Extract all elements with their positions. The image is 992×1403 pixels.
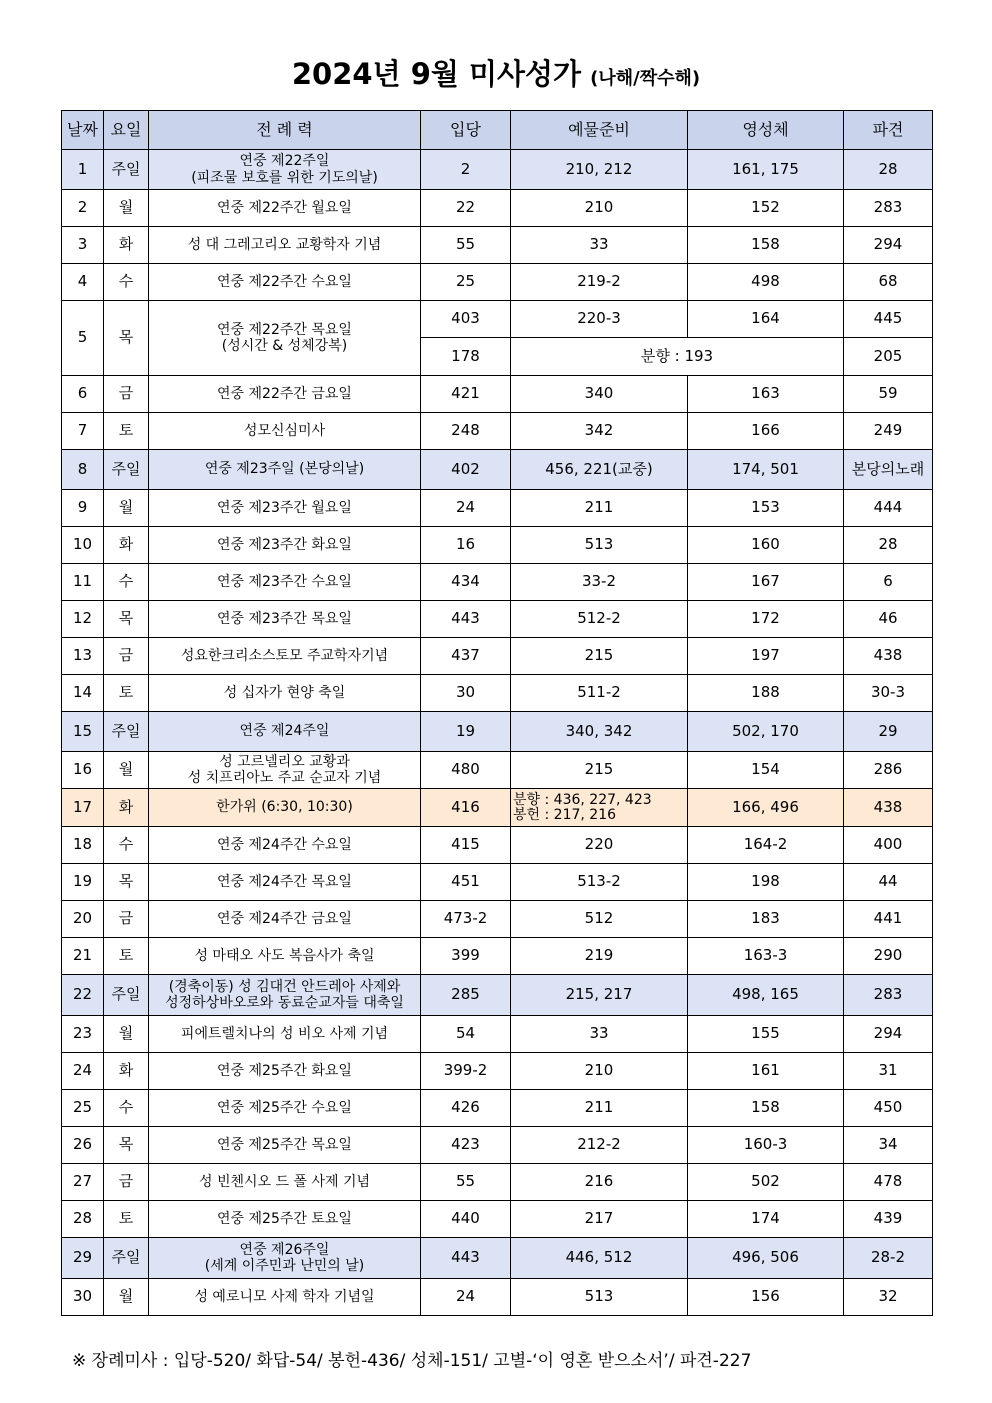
- dismissal-cell: 400: [844, 827, 933, 864]
- date-cell: 13: [62, 638, 104, 675]
- day-cell: 금: [104, 901, 149, 938]
- liturgy-line: 성 마태오 사도 복음사가 축일: [194, 947, 375, 964]
- communion-cell: 172: [688, 601, 844, 638]
- entrance-cell: 437: [421, 638, 511, 675]
- entrance-cell: 22: [421, 190, 511, 227]
- offertory-cell: 216: [511, 1164, 688, 1201]
- table-body: [62, 150, 933, 1316]
- liturgy-line: 연중 제25주간 수요일: [217, 1099, 352, 1116]
- liturgy-cell: [149, 1279, 421, 1316]
- liturgy-line: 연중 제22주간 목요일: [217, 321, 352, 338]
- entrance-cell: 2: [421, 150, 511, 190]
- table-row: [62, 938, 933, 975]
- date-cell: 12: [62, 601, 104, 638]
- table-row: [62, 450, 933, 490]
- offertory-line-2: 봉헌 : 217, 216: [513, 806, 617, 823]
- liturgy-line: 연중 제23주간 수요일: [217, 573, 352, 590]
- liturgy-line: 성모신심미사: [243, 422, 326, 439]
- liturgy-line: 연중 제22주간 금요일: [217, 385, 352, 402]
- liturgy-line: 연중 제23주간 월요일: [217, 499, 352, 516]
- liturgy-line: 연중 제22주간 월요일: [217, 199, 352, 216]
- date-cell: 8: [62, 450, 104, 490]
- entrance-cell: 55: [421, 227, 511, 264]
- liturgy-cell: [149, 975, 421, 1016]
- title-main: 2024년 9월 미사성가: [291, 57, 582, 91]
- entrance-cell: 399: [421, 938, 511, 975]
- liturgy-cell: [149, 1164, 421, 1201]
- dismissal-cell: 286: [844, 752, 933, 789]
- dismissal-cell: 28: [844, 527, 933, 564]
- table-row: [62, 564, 933, 601]
- offertory-cell: 220: [511, 827, 688, 864]
- liturgy-line-2: 성정하상바오로와 동료순교자들 대축일: [165, 995, 404, 1011]
- table-row: [62, 527, 933, 564]
- communion-cell: 163: [688, 376, 844, 413]
- date-cell: 20: [62, 901, 104, 938]
- dismissal-cell: 294: [844, 1016, 933, 1053]
- day-cell: 목: [104, 864, 149, 901]
- table-row: [62, 675, 933, 712]
- liturgy-cell: [149, 601, 421, 638]
- liturgy-line: 연중 제24주간 금요일: [217, 910, 352, 927]
- entrance-cell: 443: [421, 1238, 511, 1279]
- dismissal-cell: 450: [844, 1090, 933, 1127]
- offertory-cell: 33: [511, 227, 688, 264]
- date-cell: 28: [62, 1201, 104, 1238]
- entrance-cell: 30: [421, 675, 511, 712]
- communion-cell: 154: [688, 752, 844, 789]
- dismissal-cell: 31: [844, 1053, 933, 1090]
- entrance-cell: 416: [421, 789, 511, 827]
- communion-cell: 160: [688, 527, 844, 564]
- date-cell: 21: [62, 938, 104, 975]
- table-row: [62, 376, 933, 413]
- dismissal-cell: 28: [844, 150, 933, 190]
- offertory-cell: 513: [511, 1279, 688, 1316]
- day-cell: 토: [104, 938, 149, 975]
- dismissal-cell: 28-2: [844, 1238, 933, 1279]
- dismissal-cell: 29: [844, 712, 933, 752]
- liturgy-cell: [149, 150, 421, 190]
- communion-cell: 188: [688, 675, 844, 712]
- liturgy-cell: [149, 450, 421, 490]
- date-cell: 18: [62, 827, 104, 864]
- dismissal-cell: 46: [844, 601, 933, 638]
- day-cell: 주일: [104, 975, 149, 1016]
- day-cell: 화: [104, 1053, 149, 1090]
- dismissal-cell: 본당의노래: [844, 450, 933, 490]
- entrance-cell: 285: [421, 975, 511, 1016]
- communion-cell: 174, 501: [688, 450, 844, 490]
- communion-cell: 158: [688, 1090, 844, 1127]
- mass-hymn-table: [61, 110, 933, 1316]
- entrance-cell: 421: [421, 376, 511, 413]
- dismissal-cell: 205: [844, 338, 933, 376]
- table-row: [62, 752, 933, 789]
- table-row: [62, 1090, 933, 1127]
- table-row: [62, 1016, 933, 1053]
- offertory-cell: 219-2: [511, 264, 688, 301]
- dismissal-cell: 290: [844, 938, 933, 975]
- liturgy-line: 성 고르넬리오 교황과: [219, 753, 350, 770]
- day-cell: 토: [104, 1201, 149, 1238]
- table-row: [62, 638, 933, 675]
- offertory-cell: 33: [511, 1016, 688, 1053]
- communion-cell: 174: [688, 1201, 844, 1238]
- table-row: [62, 975, 933, 1016]
- liturgy-line-2: (피조물 보호를 위한 기도의날): [191, 169, 378, 186]
- communion-cell: 163-3: [688, 938, 844, 975]
- liturgy-cell: [149, 1238, 421, 1279]
- liturgy-line: 연중 제23주간 목요일: [217, 610, 352, 627]
- date-cell: 5: [62, 301, 104, 376]
- day-cell: 목: [104, 1127, 149, 1164]
- header-liturgy: 전 례 력: [149, 111, 421, 150]
- table-row: [62, 901, 933, 938]
- communion-cell: 498, 165: [688, 975, 844, 1016]
- entrance-cell: 403: [421, 301, 511, 338]
- table-row: [62, 827, 933, 864]
- communion-cell: 161, 175: [688, 150, 844, 190]
- offertory-cell: 513: [511, 527, 688, 564]
- day-cell: 월: [104, 1279, 149, 1316]
- entrance-cell: 178: [421, 338, 511, 376]
- dismissal-cell: 441: [844, 901, 933, 938]
- date-cell: 24: [62, 1053, 104, 1090]
- liturgy-cell: [149, 1016, 421, 1053]
- liturgy-cell: [149, 376, 421, 413]
- offertory-cell: 210: [511, 190, 688, 227]
- entrance-cell: 399-2: [421, 1053, 511, 1090]
- communion-cell: 153: [688, 490, 844, 527]
- entrance-cell: 16: [421, 527, 511, 564]
- liturgy-cell: [149, 1201, 421, 1238]
- date-cell: 1: [62, 150, 104, 190]
- entrance-cell: 426: [421, 1090, 511, 1127]
- day-cell: 목: [104, 601, 149, 638]
- liturgy-cell: [149, 1127, 421, 1164]
- dismissal-cell: 283: [844, 190, 933, 227]
- day-cell: 토: [104, 413, 149, 450]
- dismissal-cell: 438: [844, 638, 933, 675]
- liturgy-line: 연중 제23주간 화요일: [217, 536, 352, 553]
- date-cell: 9: [62, 490, 104, 527]
- dismissal-cell: 30-3: [844, 675, 933, 712]
- table-row: [62, 789, 933, 827]
- day-cell: 월: [104, 752, 149, 789]
- day-cell: 주일: [104, 712, 149, 752]
- table-row: [62, 150, 933, 190]
- date-cell: 25: [62, 1090, 104, 1127]
- liturgy-cell: [149, 675, 421, 712]
- table-row: [62, 1127, 933, 1164]
- offertory-cell: 340: [511, 376, 688, 413]
- dismissal-cell: 32: [844, 1279, 933, 1316]
- liturgy-line: 연중 제25주간 화요일: [217, 1062, 352, 1079]
- date-cell: 29: [62, 1238, 104, 1279]
- liturgy-line: (경축이동) 성 김대건 안드레아 사제와: [168, 978, 401, 995]
- communion-cell: 498: [688, 264, 844, 301]
- liturgy-cell: [149, 827, 421, 864]
- entrance-cell: 54: [421, 1016, 511, 1053]
- liturgy-line: 성 십자가 현양 축일: [223, 684, 346, 701]
- communion-cell: 164-2: [688, 827, 844, 864]
- liturgy-line-2: 성 치프리아노 주교 순교자 기념: [187, 770, 382, 786]
- table-row: [62, 864, 933, 901]
- liturgy-line: 한가위 (6:30, 10:30): [216, 799, 353, 816]
- liturgy-cell: [149, 901, 421, 938]
- offertory-cell: 210, 212: [511, 150, 688, 190]
- day-cell: 금: [104, 1164, 149, 1201]
- liturgy-line-2: (세계 이주민과 난민의 날): [204, 1258, 365, 1274]
- dismissal-cell: 444: [844, 490, 933, 527]
- offertory-cell: 211: [511, 1090, 688, 1127]
- communion-cell: 155: [688, 1016, 844, 1053]
- entrance-cell: 443: [421, 601, 511, 638]
- date-cell: 14: [62, 675, 104, 712]
- liturgy-line: 성 빈첸시오 드 폴 사제 기념: [198, 1173, 370, 1190]
- liturgy-cell: [149, 190, 421, 227]
- table-row: [62, 1053, 933, 1090]
- entrance-cell: 25: [421, 264, 511, 301]
- communion-cell: 160-3: [688, 1127, 844, 1164]
- liturgy-cell: [149, 1053, 421, 1090]
- day-cell: 목: [104, 301, 149, 376]
- day-cell: 화: [104, 227, 149, 264]
- table-row: [62, 1279, 933, 1316]
- liturgy-line: 피에트렐치나의 성 비오 사제 기념: [180, 1025, 389, 1042]
- date-cell: 2: [62, 190, 104, 227]
- communion-cell: 158: [688, 227, 844, 264]
- date-cell: 3: [62, 227, 104, 264]
- offertory-cell: [511, 789, 688, 827]
- entrance-cell: 402: [421, 450, 511, 490]
- title-subtitle: (나해/짝수해): [590, 68, 701, 89]
- table-row: [62, 227, 933, 264]
- date-cell: 19: [62, 864, 104, 901]
- offertory-cell: 456, 221(교중): [511, 450, 688, 490]
- dismissal-cell: 438: [844, 789, 933, 827]
- offertory-cell: 33-2: [511, 564, 688, 601]
- table-row: [62, 301, 933, 338]
- header-day: 요일: [104, 111, 149, 150]
- communion-cell: 502: [688, 1164, 844, 1201]
- communion-cell: 183: [688, 901, 844, 938]
- table-row: [62, 601, 933, 638]
- date-cell: 27: [62, 1164, 104, 1201]
- offertory-cell: 219: [511, 938, 688, 975]
- dismissal-cell: 294: [844, 227, 933, 264]
- entrance-cell: 19: [421, 712, 511, 752]
- funeral-mass-note: ※ 장례미사 : 입당-520/ 화답-54/ 봉헌-436/ 성체-151/ 고별-‘이 영혼 받으소서’/ 파견-227: [72, 1351, 752, 1371]
- offertory-cell: 446, 512: [511, 1238, 688, 1279]
- communion-cell: 496, 506: [688, 1238, 844, 1279]
- entrance-cell: 55: [421, 1164, 511, 1201]
- day-cell: 주일: [104, 150, 149, 190]
- communion-cell: 161: [688, 1053, 844, 1090]
- liturgy-line: 연중 제24주일: [239, 723, 330, 740]
- communion-cell: 197: [688, 638, 844, 675]
- offertory-line: 분향 : 436, 227, 423: [513, 791, 652, 808]
- offertory-cell: 220-3: [511, 301, 688, 338]
- date-cell: 6: [62, 376, 104, 413]
- date-cell: 17: [62, 789, 104, 827]
- day-cell: 수: [104, 564, 149, 601]
- page-title: [0, 52, 992, 93]
- incense-cell: 분향 : 193: [511, 338, 844, 376]
- date-cell: 30: [62, 1279, 104, 1316]
- liturgy-cell: [149, 752, 421, 789]
- day-cell: 월: [104, 1016, 149, 1053]
- date-cell: 23: [62, 1016, 104, 1053]
- liturgy-cell: [149, 264, 421, 301]
- table-header-row: [62, 111, 933, 150]
- day-cell: 수: [104, 264, 149, 301]
- dismissal-cell: 439: [844, 1201, 933, 1238]
- liturgy-cell: [149, 490, 421, 527]
- table-row: [62, 712, 933, 752]
- liturgy-cell: [149, 712, 421, 752]
- liturgy-cell: [149, 413, 421, 450]
- communion-cell: 156: [688, 1279, 844, 1316]
- liturgy-line: 성요한크리소스토모 주교학자기념: [180, 647, 389, 664]
- entrance-cell: 440: [421, 1201, 511, 1238]
- liturgy-cell: [149, 789, 421, 827]
- table-row: [62, 490, 933, 527]
- dismissal-cell: 283: [844, 975, 933, 1016]
- date-cell: 16: [62, 752, 104, 789]
- entrance-cell: 473-2: [421, 901, 511, 938]
- day-cell: 주일: [104, 450, 149, 490]
- communion-cell: 152: [688, 190, 844, 227]
- communion-cell: 166, 496: [688, 789, 844, 827]
- day-cell: 금: [104, 638, 149, 675]
- date-cell: 15: [62, 712, 104, 752]
- day-cell: 수: [104, 827, 149, 864]
- date-cell: 11: [62, 564, 104, 601]
- date-cell: 4: [62, 264, 104, 301]
- dismissal-cell: 249: [844, 413, 933, 450]
- liturgy-cell: [149, 864, 421, 901]
- dismissal-cell: 478: [844, 1164, 933, 1201]
- liturgy-line: 연중 제24주간 수요일: [217, 836, 352, 853]
- date-cell: 7: [62, 413, 104, 450]
- communion-cell: 502, 170: [688, 712, 844, 752]
- liturgy-line-2: (성시간 & 성체강복): [221, 338, 348, 354]
- offertory-cell: 210: [511, 1053, 688, 1090]
- communion-cell: 164: [688, 301, 844, 338]
- offertory-cell: 215: [511, 638, 688, 675]
- liturgy-line: 연중 제26주일: [239, 1241, 330, 1258]
- entrance-cell: 24: [421, 490, 511, 527]
- day-cell: 화: [104, 527, 149, 564]
- offertory-cell: 512: [511, 901, 688, 938]
- day-cell: 수: [104, 1090, 149, 1127]
- header-communion: 영성체: [688, 111, 844, 150]
- liturgy-cell: [149, 1090, 421, 1127]
- liturgy-cell: [149, 227, 421, 264]
- date-cell: 22: [62, 975, 104, 1016]
- entrance-cell: 451: [421, 864, 511, 901]
- liturgy-cell: [149, 638, 421, 675]
- liturgy-line: 연중 제22주일: [239, 153, 330, 170]
- entrance-cell: 24: [421, 1279, 511, 1316]
- communion-cell: 166: [688, 413, 844, 450]
- liturgy-line: 연중 제25주간 목요일: [217, 1136, 352, 1153]
- table-row: [62, 1238, 933, 1279]
- liturgy-line: 연중 제23주일 (본당의날): [204, 461, 365, 478]
- header-offertory: 예물준비: [511, 111, 688, 150]
- day-cell: 월: [104, 190, 149, 227]
- entrance-cell: 248: [421, 413, 511, 450]
- offertory-cell: 211: [511, 490, 688, 527]
- entrance-cell: 423: [421, 1127, 511, 1164]
- offertory-cell: 340, 342: [511, 712, 688, 752]
- offertory-cell: 212-2: [511, 1127, 688, 1164]
- offertory-cell: 342: [511, 413, 688, 450]
- entrance-cell: 415: [421, 827, 511, 864]
- liturgy-cell: [149, 564, 421, 601]
- offertory-cell: 511-2: [511, 675, 688, 712]
- table-row: [62, 1201, 933, 1238]
- day-cell: 토: [104, 675, 149, 712]
- liturgy-cell: [149, 527, 421, 564]
- liturgy-line: 성 대 그레고리오 교황학자 기념: [187, 236, 382, 253]
- header-date: 날짜: [62, 111, 104, 150]
- entrance-cell: 480: [421, 752, 511, 789]
- day-cell: 금: [104, 376, 149, 413]
- offertory-cell: 512-2: [511, 601, 688, 638]
- header-dismissal: 파견: [844, 111, 933, 150]
- communion-cell: 167: [688, 564, 844, 601]
- liturgy-line: 성 예로니모 사제 학자 기념일: [194, 1288, 375, 1305]
- dismissal-cell: 6: [844, 564, 933, 601]
- offertory-cell: 215, 217: [511, 975, 688, 1016]
- table-row: [62, 413, 933, 450]
- dismissal-cell: 445: [844, 301, 933, 338]
- liturgy-line: 연중 제24주간 목요일: [217, 873, 352, 890]
- day-cell: 주일: [104, 1238, 149, 1279]
- offertory-cell: 215: [511, 752, 688, 789]
- date-cell: 10: [62, 527, 104, 564]
- communion-cell: 198: [688, 864, 844, 901]
- header-entrance: 입당: [421, 111, 511, 150]
- day-cell: 화: [104, 789, 149, 827]
- dismissal-cell: 34: [844, 1127, 933, 1164]
- date-cell: 26: [62, 1127, 104, 1164]
- dismissal-cell: 44: [844, 864, 933, 901]
- table-row: [62, 190, 933, 227]
- offertory-cell: 513-2: [511, 864, 688, 901]
- offertory-cell: 217: [511, 1201, 688, 1238]
- day-cell: 월: [104, 490, 149, 527]
- liturgy-cell: [149, 301, 421, 376]
- table-row: [62, 1164, 933, 1201]
- liturgy-line: 연중 제25주간 토요일: [217, 1210, 352, 1227]
- liturgy-cell: [149, 938, 421, 975]
- table-row: [62, 264, 933, 301]
- dismissal-cell: 59: [844, 376, 933, 413]
- entrance-cell: 434: [421, 564, 511, 601]
- dismissal-cell: 68: [844, 264, 933, 301]
- liturgy-line: 연중 제22주간 수요일: [217, 273, 352, 290]
